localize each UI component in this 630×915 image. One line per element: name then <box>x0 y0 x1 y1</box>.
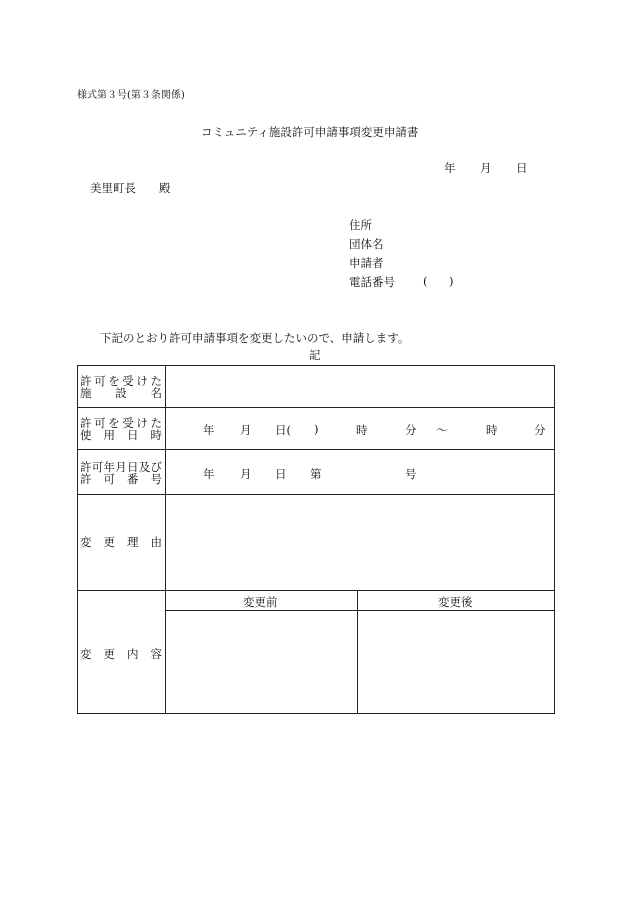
usage-paren-close: ) <box>314 422 319 436</box>
row-divider <box>78 449 554 450</box>
usage-hour: 時 <box>356 423 368 437</box>
label-facility-name <box>78 375 165 399</box>
intro-text: 下記のとおり許可申請事項を変更したいので、申請します。 <box>100 331 410 345</box>
row-divider <box>78 407 554 408</box>
date-day: 日 <box>516 161 528 175</box>
applicant-label: 申請者 <box>349 256 384 270</box>
change-request-table <box>77 365 555 714</box>
label-line: 変 更 内 容 <box>80 647 162 661</box>
permit-year: 年 <box>203 467 215 481</box>
label-line-2: 許 可 番 号 <box>80 472 162 486</box>
permit-go: 号 <box>405 467 417 481</box>
permit-month: 月 <box>240 467 252 481</box>
form-number: 様式第３号(第３条関係) <box>77 90 185 101</box>
phone-paren-close: ) <box>449 274 454 288</box>
addressee: 美里町長 <box>90 181 136 195</box>
after-change-field[interactable] <box>358 611 555 713</box>
usage-minute-end: 分 <box>534 423 546 437</box>
before-change-field[interactable] <box>166 611 356 713</box>
label-line-1: 許 可 年 月 日 及 び <box>80 460 162 474</box>
header-after-change: 変更後 <box>438 595 473 609</box>
label-line-2: 使 用 日 時 <box>80 428 162 442</box>
label-line-1: 許 可 を 受 け た <box>80 416 162 430</box>
phone-paren-open: ( <box>423 274 428 288</box>
ki-mark: 記 <box>309 348 321 362</box>
group-name-label: 団体名 <box>349 237 384 251</box>
change-reason-field[interactable] <box>166 495 555 590</box>
label-change-content <box>78 648 165 660</box>
permit-day: 日 <box>275 467 287 481</box>
date-year: 年 <box>444 161 456 175</box>
label-usage-datetime <box>78 417 165 441</box>
row-divider <box>78 590 554 591</box>
header-before-change: 変更前 <box>243 595 278 609</box>
label-line: 変 更 理 由 <box>80 535 162 549</box>
address-label: 住所 <box>349 218 372 232</box>
date-month: 月 <box>480 161 492 175</box>
usage-month: 月 <box>240 423 252 437</box>
usage-hour-end: 時 <box>486 423 498 437</box>
label-line-1: 許 可 を 受 け た <box>80 374 162 388</box>
label-permit-date-number <box>78 461 165 485</box>
label-line-2: 施 設 名 <box>80 386 162 400</box>
usage-day: 日( <box>275 423 291 437</box>
honorific: 殿 <box>159 181 171 195</box>
phone-label: 電話番号 <box>349 275 395 289</box>
usage-minute: 分 <box>405 423 417 437</box>
document-title: コミュニティ施設許可申請事項変更申請書 <box>201 125 419 139</box>
facility-name-field[interactable] <box>166 367 555 407</box>
usage-tilde: ～ <box>436 423 448 437</box>
permit-dai: 第 <box>310 467 322 481</box>
label-change-reason <box>78 536 165 548</box>
usage-year: 年 <box>203 423 215 437</box>
